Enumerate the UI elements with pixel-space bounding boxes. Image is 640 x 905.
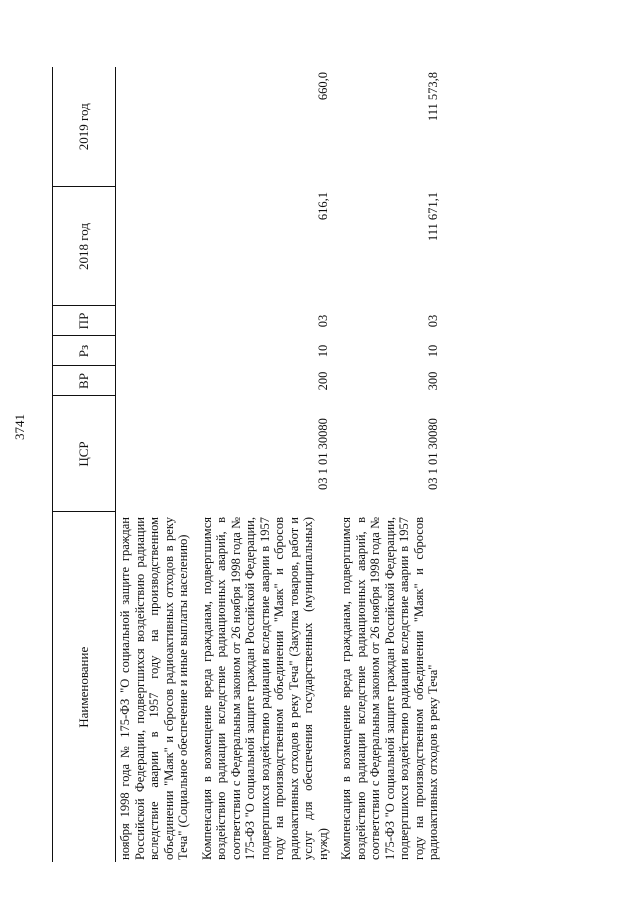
row-name: ноября 1998 года № 175-ФЗ "О социальной защите граждан Российской Федерации, подвергшихся воздействию радиации вследствие аварии в 1957 году на производственном объединении "Маяк" и сбросов радиоактивных отходов в реку Теча" (Социальное обеспечение и иные выплаты населению) (118, 517, 190, 860)
header-pr: ПР (53, 306, 116, 336)
row-vr: 300 (426, 371, 440, 391)
row-year-2019 (116, 67, 196, 187)
table-row (116, 67, 196, 862)
header-year-2019: 2019 год (53, 67, 116, 187)
header-name: Наименование (53, 512, 116, 862)
table-header-row (53, 67, 116, 862)
header-year-2018: 2018 год (53, 187, 116, 306)
row-year-2019: 111 573,8 (426, 72, 440, 122)
row-pr: 03 (426, 314, 440, 328)
row-rz: 10 (315, 344, 330, 358)
row-year-2018 (116, 187, 196, 306)
row-vr (116, 366, 196, 396)
row-csr: 03 1 01 30080 (426, 418, 440, 490)
row-pr (116, 306, 196, 336)
row-csr: 03 1 01 30080 (315, 418, 330, 490)
budget-table (52, 67, 446, 862)
row-year-2018: 111 671,1 (426, 192, 440, 242)
row-year-2019: 660,0 (315, 72, 330, 101)
table-row (196, 67, 336, 862)
row-vr: 200 (315, 371, 330, 391)
row-rz: 10 (426, 344, 440, 358)
row-name: Компенсация в возмещение вреда гражданам, подвергшимся воздействию радиации вследствие радиационных аварий, в соответствии с Федеральным законом от 26 ноября 1998 года № 175-ФЗ "О социальной защите граждан Российской Федерации, подвергшихся воздействию радиации вследствие аварии в 1957 году на производственном объединении "Маяк" и сбросов радиоактивных отходов в реку Теча" (339, 517, 440, 860)
rotated-page-content (52, 67, 588, 862)
row-pr: 03 (315, 314, 330, 328)
row-rz (116, 336, 196, 366)
row-year-2018: 616,1 (315, 192, 330, 221)
header-rz: Рз (53, 336, 116, 366)
table-row (335, 67, 446, 862)
header-csr: ЦСР (53, 396, 116, 512)
row-name: Компенсация в возмещение вреда гражданам, подвергшимся воздействию радиации вследствие радиационных аварий, в соответствии с Федеральным законом от 26 ноября 1998 года № 175-ФЗ "О социальной защите граждан Российской Федерации, подвергшихся воздействию радиации вследствие аварии в 1957 году на производственном объединении "Маяк" и сбросов радиоактивных отходов в реку Теча" (Закупка товаров, работ и услуг для обеспечения государственных (муниципальных) нужд) (199, 517, 330, 860)
page-number: 3741 (12, 414, 27, 440)
header-vr: ВР (53, 366, 116, 396)
row-csr (116, 396, 196, 512)
